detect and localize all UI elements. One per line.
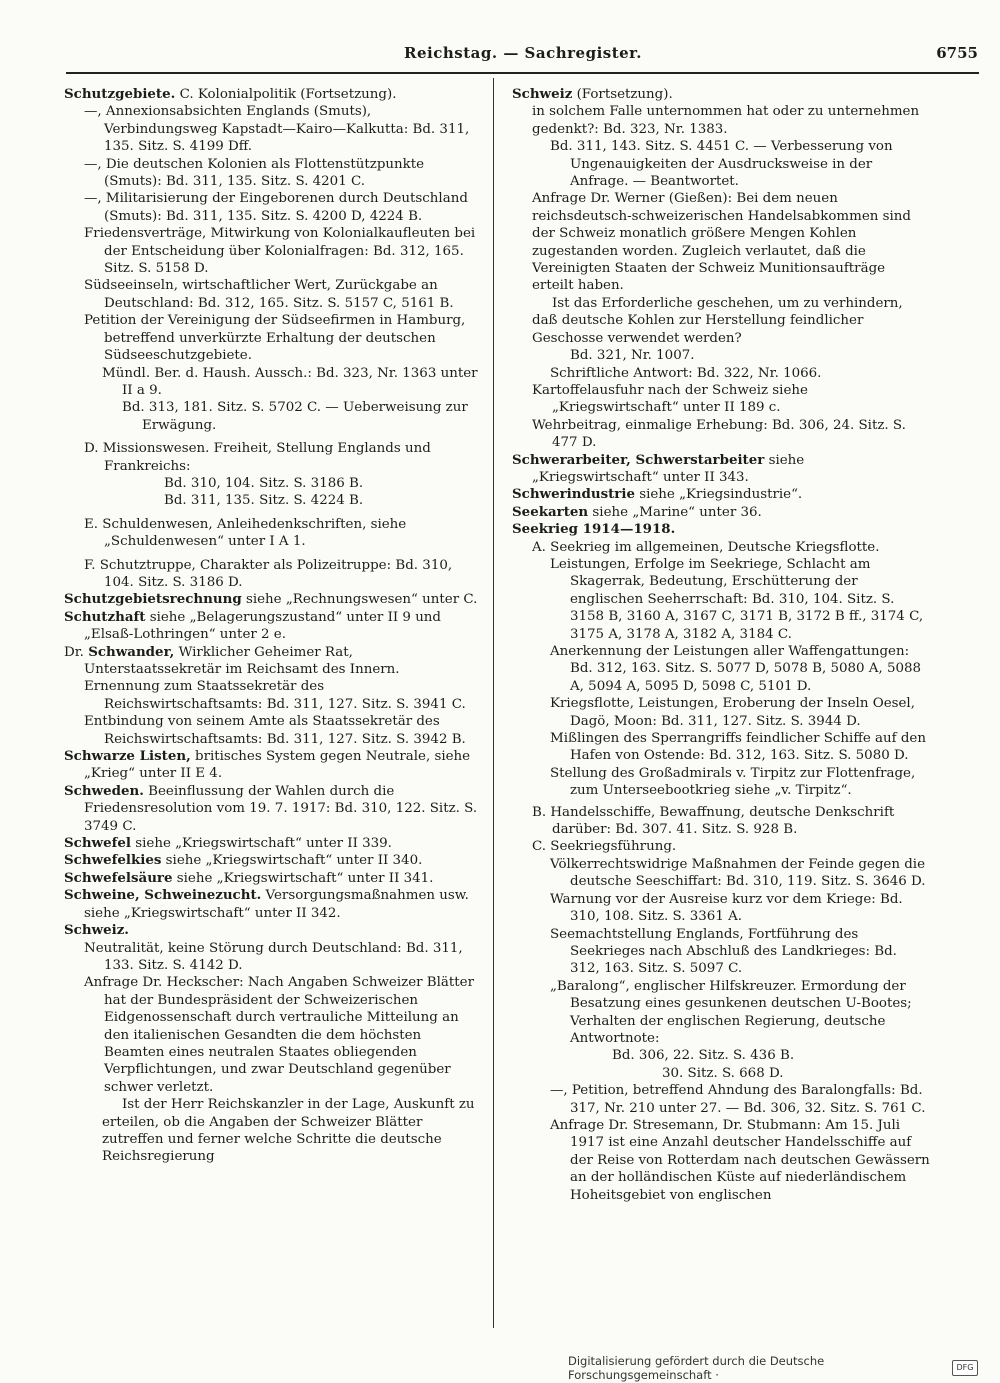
subentry: Friedensverträge, Mitwirkung von Kolonialkaufleuten bei der Entscheidung über Kolonialfragen: Bd. 312, 165. Sitz. S. 5158 D.	[84, 226, 476, 277]
entry-text: siehe „Kriegswirtschaft“ unter II 339.	[130, 836, 392, 852]
subentry: Anfrage Dr. Werner (Gießen): Bei dem neuen reichsdeutsch-schweizerischen Handelsabkommen sind der Schweiz monatlich größere Mengen Kohlen zugestanden worden. Zugleich verlautet, daß die Vereinigten Staaten der Schweiz Munitionsaufträge erteilt haben.	[532, 191, 911, 294]
entry-headword: Schutzgebietsrechnung	[64, 591, 242, 608]
entry-text: siehe „Kriegswirtschaft“ unter II 343.	[532, 452, 805, 485]
entry	[64, 887, 482, 922]
entry-headword: Schweiz.	[64, 922, 129, 939]
subentry: Anfrage Dr. Stresemann, Dr. Stubmann: Am 15. Juli 1917 ist eine Anzahl deutscher Handelsschiffe auf der Reise von Rotterdam nach deutschen Gewässern an der holländischen Küste auf niederländischem Hoheitsgebiet von englischen	[550, 1117, 930, 1203]
entry	[64, 922, 482, 939]
entry-text: Wirklicher Geheimer Rat, Unterstaatssekretär im Reichsamt des Innern.	[84, 644, 400, 677]
subentry: —, Militarisierung der Eingeborenen durch Deutschland (Smuts): Bd. 311, 135. Sitz. S. 4200 D, 4224 B.	[84, 191, 468, 224]
subentry: Mißlingen des Sperrangriffs feindlicher Schiffe auf den Hafen von Ostende: Bd. 312, 163. Sitz. S. 5080 D.	[550, 731, 926, 764]
entry	[64, 609, 482, 644]
entry	[64, 644, 482, 679]
subentry: Wehrbeitrag, einmalige Erhebung: Bd. 306, 24. Sitz. S. 477 D.	[532, 417, 906, 451]
subentry: Ernennung zum Staatssekretär des Reichswirtschaftsamts: Bd. 311, 127. Sitz. S. 3941 C.	[84, 679, 466, 712]
entry-text: siehe „Kriegswirtschaft“ unter II 340.	[161, 853, 423, 869]
entry	[64, 591, 482, 608]
entry-headword: Schwerarbeiter, Schwerstarbeiter	[512, 451, 765, 468]
subentry: Anfrage Dr. Heckscher: Nach Angaben Schweizer Blätter hat der Bundespräsident der Schweizerischen Eidgenossenschaft durch vertrauliche Mitteilung an den italienischen Gesandten die dem höchsten Beamten eines neutralen Staates obliegenden Verpflichtungen, und zwar Deutschland gegenüber schwer verletzt.	[84, 975, 474, 1095]
subentry: Bd. 311, 143. Sitz. S. 4451 C. — Verbesserung von Ungenauigkeiten der Ausdrucksweise in der Anfrage. — Beantwortet.	[550, 139, 893, 190]
entry	[64, 852, 482, 869]
subentry: „Baralong“, englischer Hilfskreuzer. Ermordung der Besatzung eines gesunkenen deutschen U-Bootes; Verhalten der englischen Regierung, deutsche Antwortnote:	[550, 978, 912, 1046]
entry-headword: Schutzgebiete.	[64, 86, 176, 102]
subentry: Warnung vor der Ausreise kurz vor dem Kriege: Bd. 310, 108. Sitz. S. 3361 A.	[550, 891, 903, 925]
entry	[512, 504, 930, 521]
running-title: Reichstag. — Sachregister.	[404, 44, 642, 62]
subentry: Petition der Vereinigung der Südseefirmen in Hamburg, betreffend unverkürzte Erhaltung der deutschen Südseeschutzgebiete.	[84, 313, 466, 364]
entry-headword: Schutzhaft	[64, 608, 146, 625]
entry	[64, 86, 482, 103]
right-column	[512, 86, 930, 1204]
entry	[64, 748, 482, 783]
subentry: C. Seekriegsführung.	[532, 839, 677, 855]
entry-headword: Schwarze Listen,	[64, 748, 191, 765]
entry-text: (Fortsetzung).	[572, 87, 673, 102]
subentry: Stellung des Großadmirals v. Tirpitz zur Flottenfrage, zum Unterseebootkrieg siehe „v. Tirpitz“.	[550, 765, 916, 799]
column-divider	[493, 78, 494, 1328]
entry	[64, 835, 482, 852]
subentry: Entbindung von seinem Amte als Staatssekretär des Reichswirtschaftsamts: Bd. 311, 127. Sitz. S. 3942 B.	[84, 714, 466, 747]
entry	[512, 86, 930, 103]
entry-headword: Schwefel	[64, 835, 131, 852]
entry-headword: Schwander,	[88, 643, 175, 660]
header-rule	[66, 72, 979, 74]
subentry: —, Annexionsabsichten Englands (Smuts), Verbindungsweg Kapstadt—Kairo—Kalkutta: Bd. 311, 135. Sitz. S. 4199 Dff.	[84, 104, 470, 155]
subentry: Kartoffelausfuhr nach der Schweiz siehe „Kriegswirtschaft“ unter II 189 c.	[532, 382, 808, 416]
entry-text: Versorgungsmaßnahmen usw. siehe „Kriegswirtschaft“ unter II 342.	[84, 888, 469, 921]
subentry: A. Seekrieg im allgemeinen, Deutsche Kriegsflotte.	[532, 539, 880, 555]
subentry: Bd. 313, 181. Sitz. S. 5702 C. — Ueberweisung zur Erwägung.	[122, 400, 468, 433]
entry-headword: Seekrieg 1914—1918.	[512, 521, 676, 538]
subentry: Anerkennung der Leistungen aller Waffengattungen: Bd. 312, 163. Sitz. S. 5077 D, 5078 B, 5080 A, 5088 A, 5094 A, 5095 D, 5098 C, 5101 D.	[550, 644, 922, 694]
footer-credit: Digitalisierung gefördert durch die Deutsche Forschungsgemeinschaft ·	[568, 1354, 825, 1382]
page-header	[68, 44, 978, 66]
subentry: Mündl. Ber. d. Haush. Aussch.: Bd. 323, Nr. 1363 unter II a 9.	[102, 365, 478, 398]
entry-headword: Schwefelkies	[64, 852, 162, 869]
entry-text: siehe „Rechnungswesen“ unter C.	[241, 592, 478, 608]
subentry: Völkerrechtswidrige Maßnahmen der Feinde gegen die deutsche Seeschiffart: Bd. 310, 119. Sitz. S. 3646 D.	[550, 856, 926, 890]
entry-headword: Seekarten	[512, 503, 589, 520]
footer	[568, 1353, 978, 1383]
subentry: Ist das Erforderliche geschehen, um zu verhindern, daß deutsche Kohlen zur Herstellung feindlicher Geschosse verwendet werden?	[532, 295, 903, 346]
subentry: F. Schutztruppe, Charakter als Polizeitruppe: Bd. 310, 104. Sitz. S. 3186 D.	[84, 557, 453, 590]
entry-headword: Schweiz	[512, 86, 573, 102]
subentry: Seemachtstellung Englands, Fortführung des Seekrieges nach Abschluß des Landkrieges: Bd. 312, 163. Sitz. S. 5097 C.	[550, 926, 897, 977]
entry-headword: Schweden.	[64, 782, 144, 799]
entry	[512, 521, 930, 538]
entry-text: siehe „Belagerungszustand“ unter II 9 und „Elsaß-Lothringen“ unter 2 e.	[84, 609, 442, 643]
entry-text: britisches System gegen Neutrale, siehe „Krieg“ unter II E 4.	[84, 749, 471, 782]
subentry: 30. Sitz. S. 668 D.	[662, 1065, 784, 1081]
subentry: in solchem Falle unternommen hat oder zu unternehmen gedenkt?: Bd. 323, Nr. 1383.	[532, 104, 920, 137]
entry-text: siehe „Kriegsindustrie“.	[634, 487, 803, 503]
entry	[64, 870, 482, 887]
dfg-logo-icon: DFG	[952, 1360, 978, 1376]
page-number: 6755	[936, 44, 978, 62]
entry-text: siehe „Marine“ unter 36.	[588, 504, 762, 520]
subentry: Bd. 321, Nr. 1007.	[570, 348, 695, 364]
subentry: Bd. 306, 22. Sitz. S. 436 B.	[612, 1048, 795, 1064]
subentry: Leistungen, Erfolge im Seekriege, Schlacht am Skagerrak, Bedeutung, Erschütterung der englischen Seeherrschaft: Bd. 310, 104. Sitz. S. 3158 B, 3160 A, 3167 C, 3171 B, 3172 B ff., 3174 C, 3175 A, 3178 A, 3182 A, 3184 C.	[550, 556, 924, 642]
subentry: D. Missionswesen. Freiheit, Stellung Englands und Frankreichs:	[84, 441, 431, 474]
entry-text: C. Kolonialpolitik (Fortsetzung).	[175, 87, 397, 102]
subentry: Ist der Herr Reichskanzler in der Lage, Auskunft zu erteilen, ob die Angaben der Schweizer Blätter zutreffen und ferner welche Schritte die deutsche Reichsregierung	[102, 1097, 475, 1165]
entry-headword: Schweine, Schweinezucht.	[64, 887, 262, 904]
entry	[512, 486, 930, 503]
entry-headword: Schwerindustrie	[512, 486, 635, 503]
entry-prefix: Dr.	[64, 644, 89, 660]
subentry: E. Schuldenwesen, Anleihedenkschriften, siehe „Schuldenwesen“ unter I A 1.	[84, 516, 407, 550]
subentry: Bd. 311, 135. Sitz. S. 4224 B.	[164, 493, 364, 509]
subentry: —, Petition, betreffend Ahndung des Baralongfalls: Bd. 317, Nr. 210 unter 27. — Bd. 306, 32. Sitz. S. 761 C.	[550, 1083, 926, 1116]
entry-headword: Schwefelsäure	[64, 869, 173, 886]
entry-text: siehe „Kriegswirtschaft“ unter II 341.	[172, 870, 434, 886]
subentry: Kriegsflotte, Leistungen, Eroberung der Inseln Oesel, Dagö, Moon: Bd. 311, 127. Sitz. S. 3944 D.	[550, 696, 915, 729]
subentry: Schriftliche Antwort: Bd. 322, Nr. 1066.	[550, 365, 822, 381]
subentry: B. Handelsschiffe, Bewaffnung, deutsche Denkschrift darüber: Bd. 307. 41. Sitz. S. 928 B.	[532, 804, 895, 838]
entry-text: Beeinflussung der Wahlen durch die Friedensresolution vom 19. 7. 1917: Bd. 310, 122. Sitz. S. 3749 C.	[84, 783, 478, 834]
left-column	[64, 86, 482, 1166]
subentry: Südseeinseln, wirtschaftlicher Wert, Zurückgabe an Deutschland: Bd. 312, 165. Sitz. S. 5157 C, 5161 B.	[84, 278, 454, 311]
subentry: —, Die deutschen Kolonien als Flottenstützpunkte (Smuts): Bd. 311, 135. Sitz. S. 4201 C.	[84, 156, 425, 190]
subentry: Bd. 310, 104. Sitz. S. 3186 B.	[164, 475, 364, 491]
entry	[512, 452, 930, 487]
subentry: Neutralität, keine Störung durch Deutschland: Bd. 311, 133. Sitz. S. 4142 D.	[84, 940, 463, 973]
entry	[64, 783, 482, 835]
